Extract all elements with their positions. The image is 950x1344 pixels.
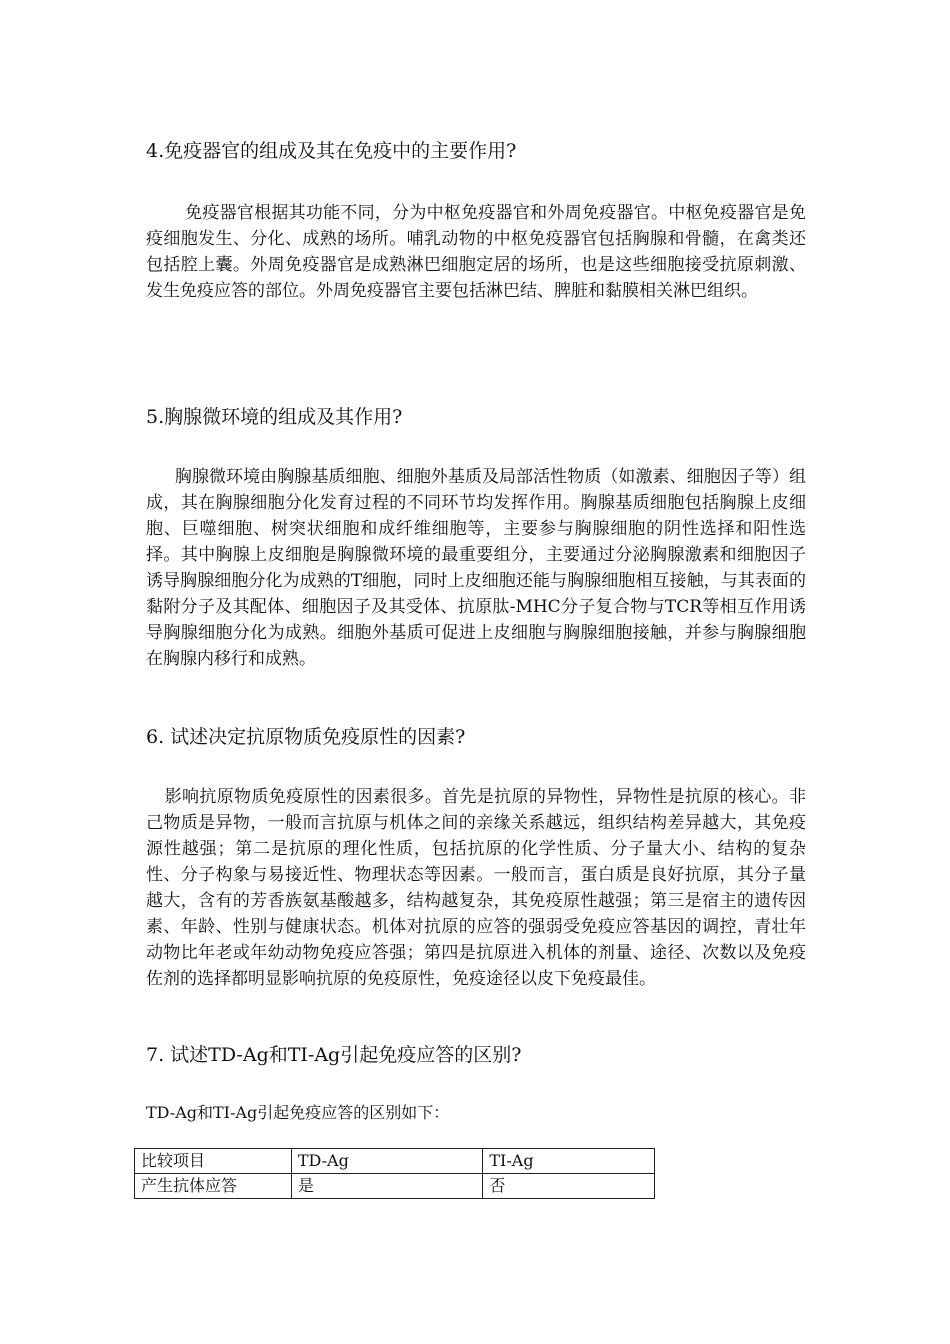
section-4-body: 免疫器官根据其功能不同，分为中枢免疫器官和外周免疫器官。中枢免疫器官是免疫细胞发生、分化、成熟的场所。哺乳动物的中枢免疫器官包括胸腺和骨髓，在禽类还包括腔上囊。外周免疫器官是成熟淋巴细胞定居的场所，也是这些细胞接受抗原刺激、发生免疫应答的部位。外周免疫器官主要包括淋巴结、脾脏和黏膜相关淋巴组织。 [146, 203, 806, 301]
table-row [135, 1174, 655, 1199]
table-header-cell: TI-Ag [483, 1149, 655, 1174]
table-cell: 是 [291, 1174, 483, 1199]
table-header-cell: 比较项目 [135, 1149, 292, 1174]
section-4-heading: 4.免疫器官的组成及其在免疫中的主要作用? [146, 140, 517, 162]
table-cell: 否 [483, 1174, 655, 1199]
section-6-body: 影响抗原物质免疫原性的因素很多。首先是抗原的异物性，异物性是抗原的核心。非己物质是异物，一般而言抗原与机体之间的亲缘关系越远，组织结构差异越大，其免疫源性越强；第二是抗原的理化性质，包括抗原的化学性质、分子量大小、结构的复杂性、分子构象与易接近性、物理状态等因素。一般而言，蛋白质是良好抗原，其分子量越大，含有的芳香族氨基酸越多，结构越复杂，其免疫原性越强；第三是宿主的遗传因素、年龄、性别与健康状态。机体对抗原的应答的强弱受免疫应答基因的调控，青壮年动物比年老或年幼动物免疫应答强；第四是抗原进入机体的剂量、途径、次数以及免疫佐剂的选择都明显影响抗原的免疫原性，免疫途径以皮下免疫最佳。 [146, 787, 806, 989]
table-header-row [135, 1149, 655, 1174]
section-5-body: 胸腺微环境由胸腺基质细胞、细胞外基质及局部活性物质（如激素、细胞因子等）组成，其在胸腺细胞分化发育过程的不同环节均发挥作用。胸腺基质细胞包括胸腺上皮细胞、巨噬细胞、树突状细胞和成纤维细胞等，主要参与胸腺细胞的阴性选择和阳性选择。其中胸腺上皮细胞是胸腺微环境的最重要组分，主要通过分泌胸腺激素和细胞因子诱导胸腺细胞分化为成熟的T细胞，同时上皮细胞还能与胸腺细胞相互接触，与其表面的黏附分子及其配体、细胞因子及其受体、抗原肽-MHC分子复合物与TCR等相互作用诱导胸腺细胞分化为成熟。细胞外基质可促进上皮细胞与胸腺细胞接触，并参与胸腺细胞在胸腺内移行和成熟。 [146, 467, 806, 669]
table-header-cell: TD-Ag [291, 1149, 483, 1174]
section-7-intro: TD-Ag和TI-Ag引起免疫应答的区别如下： [146, 1103, 450, 1122]
comparison-table [134, 1148, 655, 1199]
section-6-heading: 6. 试述决定抗原物质免疫原性的因素? [146, 726, 466, 748]
section-7-heading: 7. 试述TD-Ag和TI-Ag引起免疫应答的区别? [146, 1044, 522, 1066]
section-5-heading: 5.胸腺微环境的组成及其作用? [146, 406, 403, 428]
table-cell: 产生抗体应答 [135, 1174, 292, 1199]
